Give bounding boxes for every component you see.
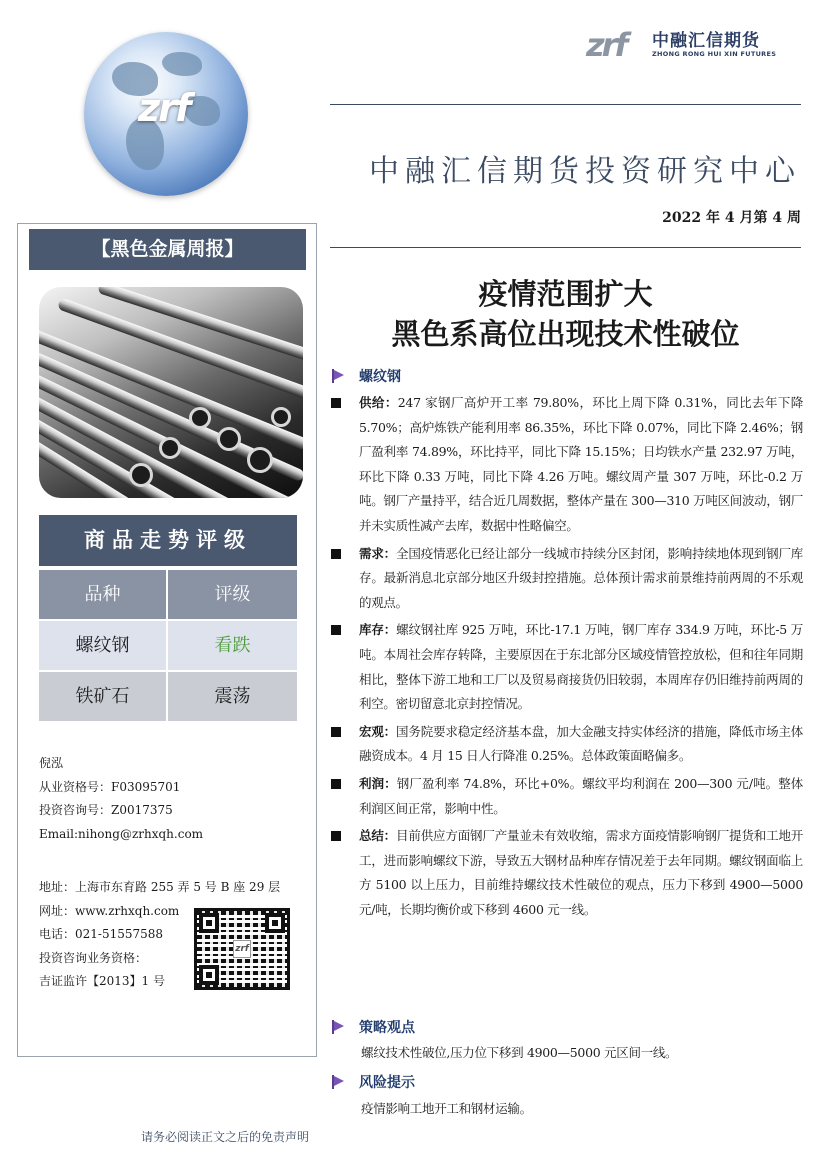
- list-item: [331, 772, 803, 821]
- flag-icon: [331, 369, 345, 383]
- rating-product: 螺纹钢: [39, 621, 166, 670]
- bullet-text: 247 家钢厂高炉开工率 79.80%，环比上周下降 0.31%，同比去年下降 5.70%；高炉炼铁产能利用率 86.35%，环比下降 0.07%，同比下降 2.46%；钢厂盈利率 74.89%，环比持平，同比下降 15.15%；日均铁水产量 232.97 万吨，环比下降 0.33 万吨，同比下降 4.26 万吨。螺纹周产量 307 万吨，环比-0.2 万吨。钢厂产量持平，结合近几周数据，整体产量在 300—310 万吨区间波动，钢厂并未实质性减产去库，数据中性略偏空。: [359, 395, 804, 533]
- analyst-name: 倪泓: [39, 756, 64, 770]
- report-title: [330, 274, 801, 354]
- rating-product: 铁矿石: [39, 672, 166, 721]
- brand-name: 中融汇信期货: [652, 31, 760, 51]
- list-item: [331, 618, 803, 716]
- analyst-email: Email:nihong@zrhxqh.com: [39, 826, 204, 841]
- rating-table: [39, 570, 297, 723]
- brand-mark: zrf: [586, 26, 626, 64]
- list-item: [331, 720, 803, 769]
- rating-header-rating: 评级: [168, 570, 297, 619]
- company-website: 网址：www.zrhxqh.com: [39, 903, 180, 918]
- section-strategy: [331, 1017, 415, 1037]
- rating-table-header: [39, 570, 297, 619]
- bullet-label: 总结：: [359, 828, 397, 844]
- steel-pipes-image: [39, 287, 303, 498]
- flag-icon: [331, 1075, 345, 1089]
- bullet-square-icon: [331, 398, 341, 408]
- section-rebar-title: 螺纹钢: [359, 369, 401, 385]
- table-row: [39, 672, 297, 721]
- globe-logo: [84, 32, 248, 196]
- bullet-square-icon: [331, 625, 341, 635]
- analysis-list: [331, 391, 803, 925]
- qr-code: [194, 908, 290, 990]
- rating-value: 震荡: [168, 672, 297, 721]
- analyst-advisory-number: 投资咨询号：Z0017375: [39, 803, 173, 817]
- qr-center-logo: zrf: [233, 940, 251, 958]
- analyst-info: [39, 752, 309, 846]
- risk-text: 疫情影响工地开工和钢材运输。: [361, 1101, 532, 1116]
- list-item: [331, 824, 803, 922]
- flag-icon: [331, 1020, 345, 1034]
- brand-logo: [586, 22, 786, 66]
- bullet-label: 库存：: [359, 622, 397, 638]
- globe-logo-mark: zrf: [138, 86, 190, 130]
- brand-name-en: ZHONG RONG HUI XIN FUTURES: [652, 50, 777, 58]
- bullet-square-icon: [331, 831, 341, 841]
- company-address: 地址：上海市东育路 255 弄 5 号 B 座 29 层: [39, 880, 281, 894]
- bullet-label: 需求：: [359, 545, 397, 561]
- bullet-square-icon: [331, 779, 341, 789]
- bullet-label: 宏观：: [359, 723, 397, 739]
- report-type-banner: 【黑色金属周报】: [29, 229, 306, 270]
- table-row: [39, 621, 297, 670]
- bullet-text: 全国疫情恶化已经让部分一线城市持续分区封闭，影响持续地体现到钢厂库存。最新消息北京部分地区升级封控措施。总体预计需求前景维持前两周的不乐观的观点。: [359, 545, 803, 610]
- rating-value: 看跌: [168, 621, 297, 670]
- strategy-text: 螺纹技术性破位,压力位下移到 4900—5000 元区间一线。: [361, 1045, 678, 1060]
- report-date: 2022 年 4 月第 4 周: [662, 210, 801, 226]
- bullet-label: 供给：: [359, 395, 398, 410]
- report-title-line2: 黑色系高位出现技术性破位: [391, 317, 740, 351]
- company-phone: 电话：021-51557588: [39, 927, 164, 941]
- report-title-line1: 疫情范围扩大: [478, 277, 653, 311]
- research-center-title: 中融汇信期货投资研究中心: [369, 154, 801, 189]
- company-qualification: 投资咨询业务资格：: [39, 950, 148, 965]
- section-rebar: [331, 366, 401, 386]
- company-permit: 吉证监许【2013】1 号: [39, 974, 165, 988]
- bullet-label: 利润：: [359, 775, 397, 791]
- bullet-square-icon: [331, 727, 341, 737]
- bullet-square-icon: [331, 549, 341, 559]
- risk-title: 风险提示: [359, 1075, 415, 1091]
- section-risk: [331, 1072, 415, 1092]
- disclaimer-note: 请务必阅读正文之后的免责声明: [140, 1130, 309, 1144]
- bullet-text: 国务院要求稳定经济基本盘，加大金融支持实体经济的措施，降低市场主体融资成本。4 月 15 日人行降准 0.25%。总体政策面略偏多。: [359, 723, 803, 764]
- bullet-text: 目前供应方面钢厂产量並未有效收缩，需求方面疫情影响钢厂提货和工地开工，进而影响螺纹下游，导致五大钢材品种库存情况差于去年同期。螺纹钢面临上方 5100 以上压力，目前维持螺纹技术性破位的观点，压力下移到 4900—5000 元/吨，长期均衡价或下移到 4600 元一线。: [359, 828, 803, 917]
- strategy-title: 策略观点: [359, 1020, 415, 1036]
- rating-title: 商品走势评级: [39, 515, 297, 566]
- list-item: [331, 391, 803, 539]
- list-item: [331, 542, 803, 616]
- header-rule-top: [330, 104, 801, 105]
- bullet-text: 钢厂盈利率 74.8%，环比+0%。螺纹平均利润在 200—300 元/吨。整体利润区间正常，影响中性。: [359, 775, 803, 816]
- sidebar: [17, 223, 317, 1057]
- header-rule-bottom: [330, 247, 801, 248]
- analyst-license: 从业资格号：F03095701: [39, 779, 181, 794]
- rating-header-product: 品种: [39, 570, 166, 619]
- bullet-text: 螺纹钢社库 925 万吨，环比-17.1 万吨，钢厂库存 334.9 万吨，环比-5 万吨。本周社会库存转降，主要原因在于东北部分区域疫情管控放松，但和往年同期相比，整体下游工地和工厂以及贸易商接货仍旧较弱，本周库存仍旧维持前两周的利空。密切留意北京封控情况。: [359, 622, 803, 712]
